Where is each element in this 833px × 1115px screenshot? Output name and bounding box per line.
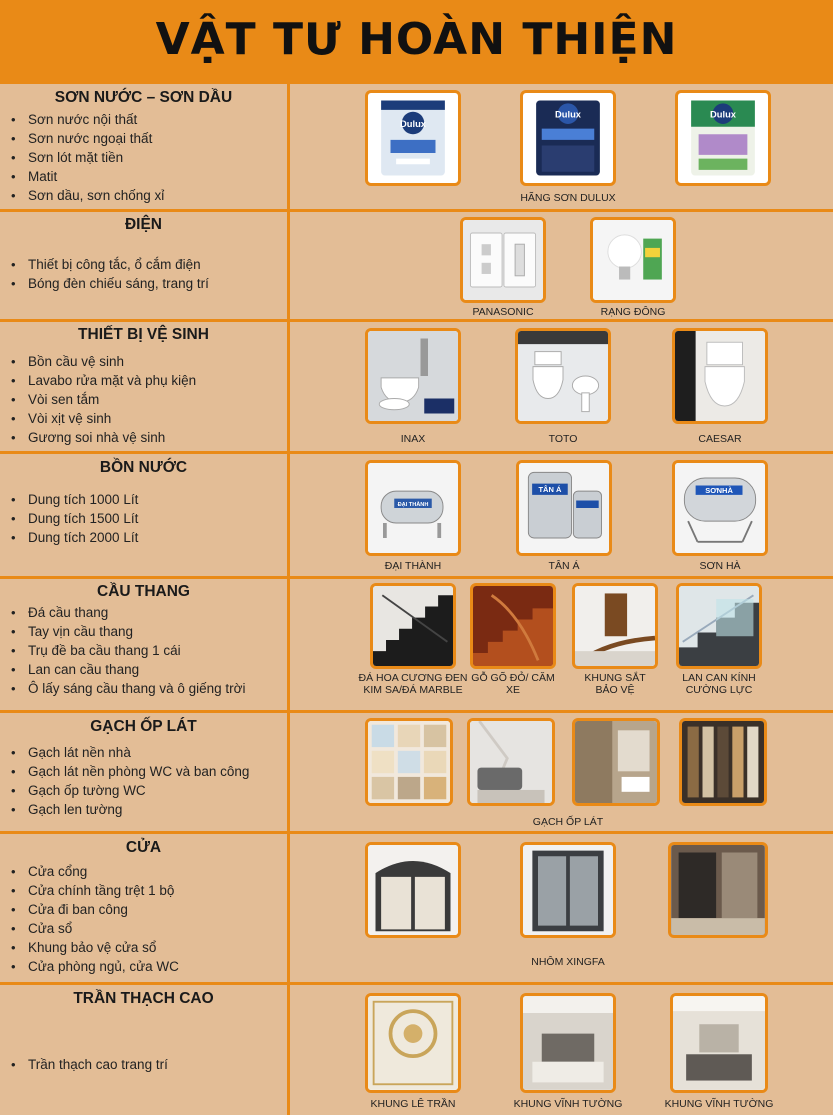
product-image-door-2: [520, 842, 616, 938]
caption: TOTO: [548, 433, 578, 445]
section-tank: [0, 454, 287, 576]
product-image-toto: [515, 328, 611, 424]
list-item: • Đá cầu thang: [0, 603, 245, 622]
section-sanitary: [0, 322, 287, 451]
list-item: • Gạch ốp tường WC: [0, 781, 249, 800]
product-image-door-3: [668, 842, 768, 938]
section-title: CẦU THANG: [97, 583, 190, 600]
product-image-tiles-2: [467, 718, 555, 806]
list-item: • Vòi xịt vệ sinh: [0, 409, 196, 428]
item-list: [0, 743, 249, 819]
product-image-paint-3: [675, 90, 771, 186]
caption: KHUNG VĨNH TƯỜNG: [513, 1098, 623, 1110]
caption: GỖ GÕ ĐỎ/ CĂM XE: [471, 672, 555, 696]
section-stairs: [0, 579, 287, 710]
section-tiles: [0, 713, 287, 831]
caption: LAN CAN KÍNH CƯỜNG LỰC: [682, 672, 756, 696]
item-list: [0, 352, 196, 447]
caption: PANASONIC: [472, 306, 534, 318]
caption: HÃNG SƠN DULUX: [520, 192, 616, 204]
list-item: • Thiết bị công tắc, ổ cắm điện: [0, 255, 209, 274]
product-image-tiles-4: [679, 718, 767, 806]
list-item: • Gạch lát nền nhà: [0, 743, 249, 762]
caption: KHUNG LÊ TRẦN: [370, 1098, 456, 1110]
list-item: • Sơn dầu, sơn chống xỉ: [0, 186, 164, 205]
caption: TÂN Á: [548, 560, 580, 572]
caption: KHUNG VĨNH TƯỜNG: [664, 1098, 774, 1110]
caption: NHÔM XINGFA: [531, 956, 605, 968]
product-image-paint-1: [365, 90, 461, 186]
product-image-ceiling-1: [365, 993, 461, 1093]
caption: INAX: [400, 433, 426, 445]
item-list: [0, 862, 179, 976]
product-image-iron-frame: [572, 583, 658, 669]
section-title: CỬA: [125, 839, 162, 856]
list-item: • Cửa sổ: [0, 919, 179, 938]
product-image-door-1: [365, 842, 461, 938]
product-image-ceiling-2: [520, 993, 616, 1093]
caption: ĐẠI THÀNH: [384, 560, 442, 572]
item-list: [0, 1055, 168, 1074]
list-item: • Tay vịn cầu thang: [0, 622, 245, 641]
list-item: • Dung tích 1500 Lít: [0, 509, 138, 528]
product-image-tiles-1: [365, 718, 453, 806]
list-item: • Bóng đèn chiếu sáng, trang trí: [0, 274, 209, 293]
product-image-tank-daithanh: [365, 460, 461, 556]
product-image-bulb: [590, 217, 676, 303]
list-item: • Ô lấy sáng cầu thang và ô giếng trời: [0, 679, 245, 698]
list-item: • Gạch lát nền phòng WC và ban công: [0, 762, 249, 781]
section-title: TRẦN THẠCH CAO: [73, 990, 214, 1007]
product-image-ceiling-3: [670, 993, 768, 1093]
product-image-tank-sonha: [672, 460, 768, 556]
list-item: • Trụ đề ba cầu thang 1 cái: [0, 641, 245, 660]
caption: KHUNG SẮT BẢO VỆ: [584, 672, 646, 696]
product-image-paint-2: [520, 90, 616, 186]
section-title: GẠCH ỐP LÁT: [90, 718, 197, 735]
list-item: • Sơn nước nội thất: [0, 110, 164, 129]
product-image-tiles-3: [572, 718, 660, 806]
caption: GẠCH ỐP LÁT: [532, 816, 604, 828]
section-title: BỒN NƯỚC: [99, 459, 188, 476]
svg-text:Dulux: Dulux: [710, 109, 736, 120]
list-item: • Cửa phòng ngủ, cửa WC: [0, 957, 179, 976]
svg-text:Dulux: Dulux: [555, 109, 581, 120]
list-item: • Trần thạch cao trang trí: [0, 1055, 168, 1074]
svg-text:TÂN Á: TÂN Á: [538, 485, 562, 495]
section-title: SƠN NƯỚC – SƠN DẦU: [54, 89, 233, 106]
title-bar: [0, 0, 833, 84]
list-item: • Bồn cầu vệ sinh: [0, 352, 196, 371]
section-electric: [0, 212, 287, 319]
section-doors: [0, 834, 287, 982]
list-item: • Sơn nước ngoại thất: [0, 129, 164, 148]
list-item: • Cửa cổng: [0, 862, 179, 881]
caption: RẠNG ĐÔNG: [600, 306, 666, 318]
section-ceiling: [0, 985, 287, 1115]
caption: SƠN HÀ: [699, 560, 741, 572]
column-divider: [287, 84, 290, 1115]
list-item: • Cửa chính tầng trệt 1 bộ: [0, 881, 179, 900]
list-item: • Vòi sen tắm: [0, 390, 196, 409]
svg-text:SƠNHÀ: SƠNHÀ: [705, 486, 733, 495]
caption: CAESAR: [698, 433, 742, 445]
item-list: [0, 603, 245, 698]
list-item: • Lan can cầu thang: [0, 660, 245, 679]
product-image-switch: [460, 217, 546, 303]
item-list: [0, 490, 138, 547]
item-list: [0, 110, 164, 205]
list-item: • Cửa đi ban công: [0, 900, 179, 919]
list-item: • Dung tích 1000 Lít: [0, 490, 138, 509]
product-image-stone-stairs: [370, 583, 456, 669]
section-title: THIẾT BỊ VỆ SINH: [78, 326, 209, 343]
svg-text:Dulux: Dulux: [400, 118, 426, 129]
list-item: • Khung bảo vệ cửa sổ: [0, 938, 179, 957]
page-title: VẬT TƯ HOÀN THIỆN: [155, 14, 678, 65]
list-item: • Lavabo rửa mặt và phụ kiện: [0, 371, 196, 390]
svg-text:ĐẠI THÀNH: ĐẠI THÀNH: [397, 502, 429, 509]
list-item: • Matit: [0, 167, 164, 186]
list-item: • Gương soi nhà vệ sinh: [0, 428, 196, 447]
item-list: [0, 255, 209, 293]
product-image-caesar: [672, 328, 768, 424]
section-paint: [0, 84, 287, 209]
list-item: • Gạch len tường: [0, 800, 249, 819]
list-item: • Sơn lót mặt tiền: [0, 148, 164, 167]
caption: ĐÁ HOA CƯƠNG ĐEN KIM SA/ĐÁ MARBLE: [358, 672, 468, 696]
product-image-wood-stairs: [470, 583, 556, 669]
product-image-glass-railing: [676, 583, 762, 669]
section-title: ĐIỆN: [124, 216, 163, 233]
list-item: • Dung tích 2000 Lít: [0, 528, 138, 547]
product-image-inax: [365, 328, 461, 424]
product-image-tank-tana: [516, 460, 612, 556]
